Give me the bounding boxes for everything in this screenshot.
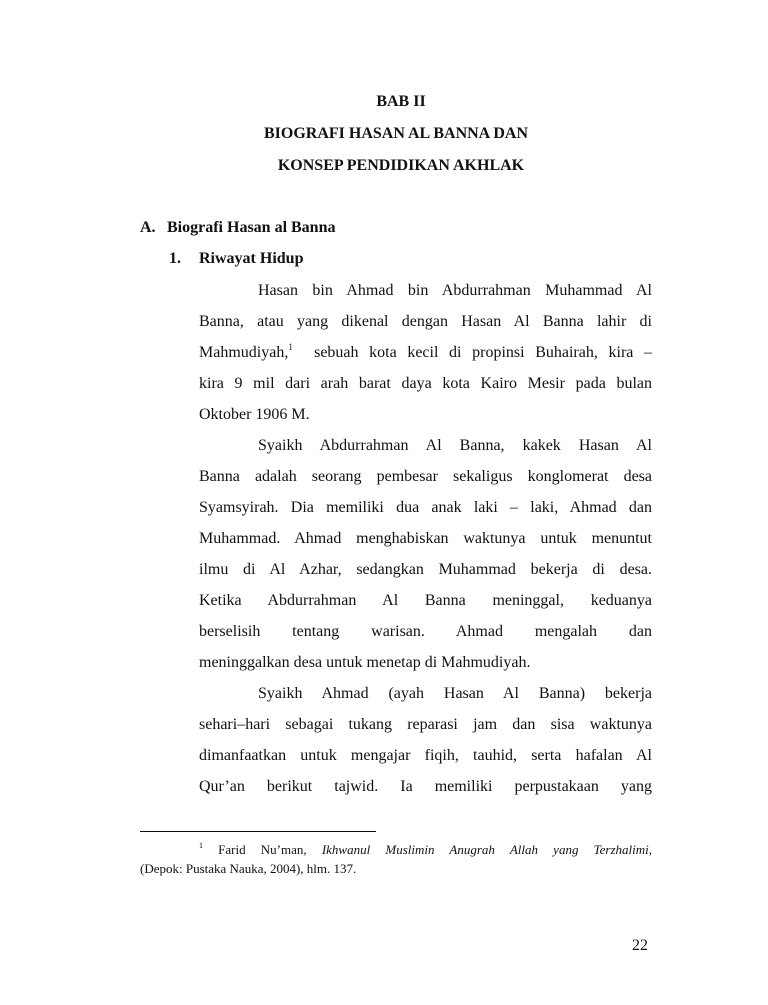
chapter-label: BAB II (376, 93, 426, 110)
section-heading (140, 218, 335, 238)
footnote-line (140, 840, 652, 859)
paragraph-3 (199, 678, 652, 802)
footnote-publication: (Depok: Pustaka Nauka, 2004), hlm. 137. (140, 861, 357, 876)
subsection-title: Riwayat Hidup (199, 250, 304, 267)
paragraph-line: sehari–hari sebagai tukang reparasi jam dan sisa waktunya (199, 716, 652, 733)
section-title: Biografi Hasan al Banna (167, 219, 336, 236)
paragraph-line: ilmu di Al Azhar, sedangkan Muhammad bekerja di desa. (199, 561, 652, 578)
paragraph-line: Muhammad. Ahmad menghabiskan waktunya untuk menuntut (199, 530, 652, 547)
footnote-reference[interactable]: 1 (288, 342, 293, 352)
paragraph-line: Banna, atau yang dikenal dengan Hasan Al Banna lahir di (199, 313, 652, 330)
paragraph-1 (199, 275, 652, 430)
paragraph-text: Mahmudiyah, (199, 344, 289, 361)
paragraph-line: Ketika Abdurrahman Al Banna meninggal, keduanya (199, 592, 652, 609)
paragraph-text: sebuah kota kecil di propinsi Buhairah, kira – (314, 344, 653, 361)
paragraph-line: Syaikh Ahmad (ayah Hasan Al Banna) bekerja (258, 685, 652, 702)
paragraph-line (199, 337, 652, 368)
paragraph-line: Syamsyirah. Dia memiliki dua anak laki – laki, Ahmad dan (199, 499, 652, 516)
chapter-title-line-2: KONSEP PENDIDIKAN AKHLAK (277, 157, 525, 174)
section-marker: A. (140, 219, 156, 236)
paragraph-line: Qur’an berikut tajwid. Ia memiliki perpustakaan yang (199, 778, 652, 795)
chapter-title-line-1: BIOGRAFI HASAN AL BANNA DAN (263, 125, 529, 142)
paragraph-line: dimanfaatkan untuk mengajar fiqih, tauhid, serta hafalan Al (199, 747, 652, 764)
paragraph-line: Syaikh Abdurrahman Al Banna, kakek Hasan Al (258, 437, 652, 454)
paragraph-2 (199, 430, 652, 678)
footnote-1 (140, 840, 652, 878)
footnote-separator (140, 831, 376, 832)
footnote-punctuation: , (648, 842, 653, 857)
paragraph-line: Oktober 1906 M. (199, 406, 310, 423)
subsection-marker: 1. (169, 250, 181, 267)
footnote-number: 1 (199, 841, 203, 850)
paragraph-line: Banna adalah seorang pembesar sekaligus konglomerat desa (199, 468, 652, 485)
paragraph-line: Hasan bin Ahmad bin Abdurrahman Muhammad Al (258, 282, 652, 299)
footnote-title: Ikhwanul Muslimin Anugrah Allah yang Terzhalimi (321, 842, 649, 857)
paragraph-line: kira 9 mil dari arah barat daya kota Kairo Mesir pada bulan (199, 375, 652, 392)
page-number: 22 (632, 937, 648, 954)
paragraph-line: berselisih tentang warisan. Ahmad mengalah dan (199, 623, 652, 640)
subsection-heading (169, 249, 303, 269)
footnote-author: Farid Nu’man, (218, 842, 307, 857)
paragraph-line: meninggalkan desa untuk menetap di Mahmudiyah. (199, 654, 531, 671)
